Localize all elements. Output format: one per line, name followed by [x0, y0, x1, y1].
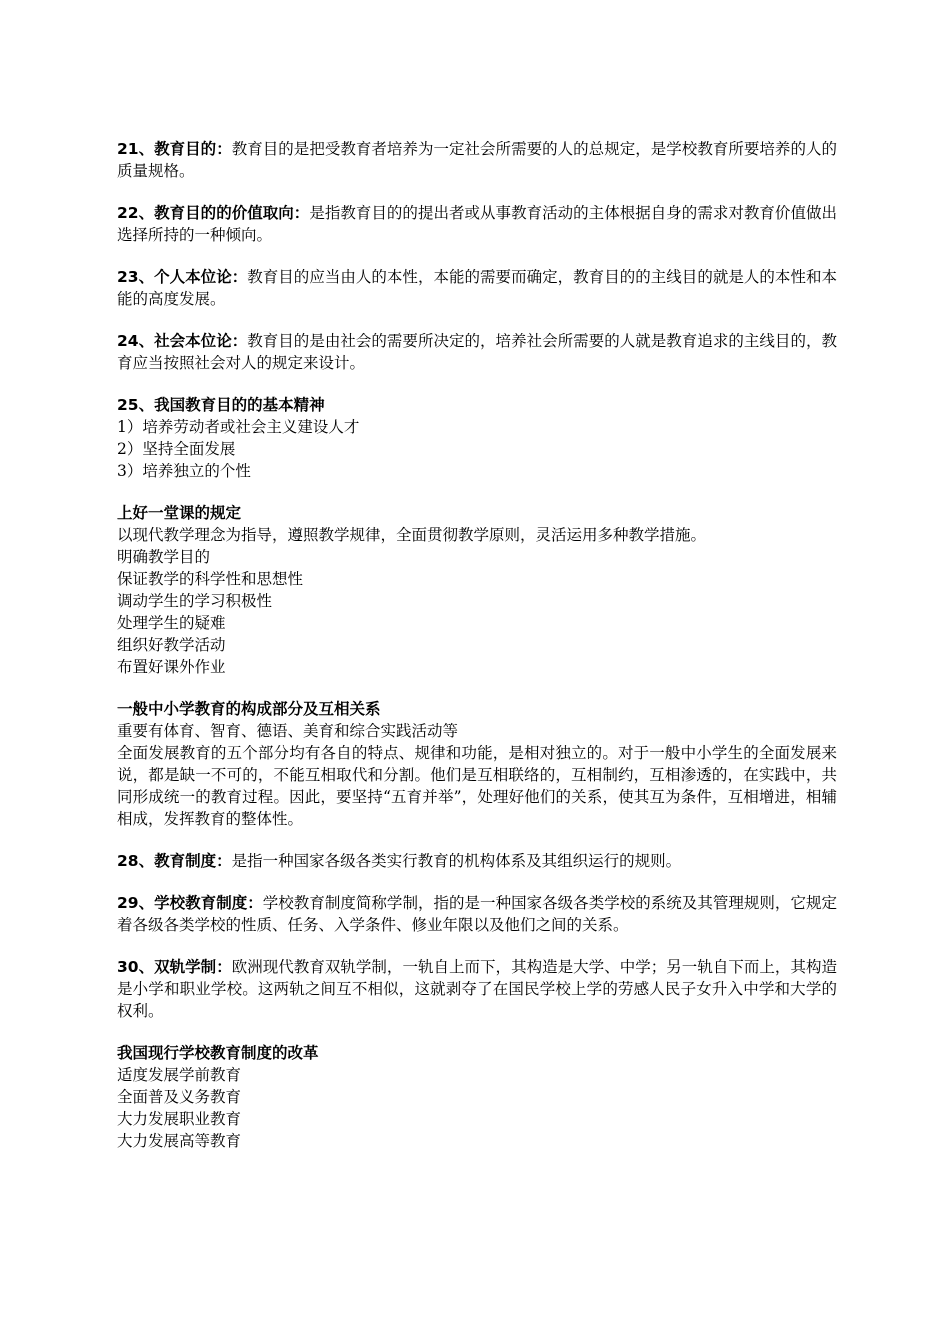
definition-text: 欧洲现代教育双轨学制，一轨自上而下，其构造是大学、中学；另一轨自下而上，其构造是小学和职业学校。这两轨之间互不相似，这就剥夺了在国民学校上学的劳感人民子女升入中学和大学的权利。 — [117, 958, 837, 1020]
list-item: 大力发展高等教育 — [117, 1132, 242, 1150]
definition-text: 教育目的应当由人的本性，本能的需要而确定，教育目的的主线目的就是人的本性和本能的高度发展。 — [117, 268, 837, 308]
definition-text: 学校教育制度简称学制，指的是一种国家各级各类学校的系统及其管理规则，它规定着各级各类学校的性质、任务、入学条件、修业年限以及他们之间的关系。 — [117, 894, 837, 934]
definition-text: 教育目的是由社会的需要所决定的，培养社会所需要的人就是教育追求的主线目的，教育应当按照社会对人的规定来设计。 — [117, 332, 837, 372]
list-item: 以现代教学理念为指导，遵照教学规律，全面贯彻教学原则，灵活运用多种教学措施。 — [117, 526, 707, 544]
list-item: 2）坚持全面发展 — [117, 440, 236, 458]
list-item: 全面普及义务教育 — [117, 1088, 242, 1106]
term-label: 24、社会本位论： — [117, 332, 248, 350]
section-heading: 上好一堂课的规定 — [117, 504, 242, 522]
definition-text: 是指一种国家各级各类实行教育的机构体系及其组织运行的规则。 — [231, 852, 682, 870]
section-education-components — [117, 698, 837, 830]
definition-29 — [117, 892, 837, 936]
definition-text: 教育目的是把受教育者培养为一定社会所需要的人的总规定，是学校教育所要培养的人的质量规格。 — [117, 140, 837, 180]
term-label: 30、双轨学制： — [117, 958, 232, 976]
definition-30 — [117, 956, 837, 1022]
definition-21 — [117, 138, 837, 182]
term-label: 21、教育目的： — [117, 140, 232, 158]
section-school-system-reform — [117, 1042, 837, 1152]
section-heading: 25、我国教育目的的基本精神 — [117, 396, 325, 414]
list-item: 保证教学的科学性和思想性 — [117, 570, 304, 588]
definition-22 — [117, 202, 837, 246]
list-item: 重要有体育、智育、德语、美育和综合实践活动等 — [117, 722, 459, 740]
section-good-lesson — [117, 502, 837, 678]
term-label: 22、教育目的的价值取向： — [117, 204, 310, 222]
section-heading: 我国现行学校教育制度的改革 — [117, 1044, 319, 1062]
list-item: 大力发展职业教育 — [117, 1110, 242, 1128]
document-page — [117, 138, 837, 1172]
section-basic-spirit — [117, 394, 837, 482]
section-heading: 一般中小学教育的构成部分及互相关系 — [117, 700, 381, 718]
list-item: 调动学生的学习积极性 — [117, 592, 273, 610]
list-item: 处理学生的疑难 — [117, 614, 226, 632]
list-item: 明确教学目的 — [117, 548, 211, 566]
section-paragraph: 全面发展教育的五个部分均有各自的特点、规律和功能，是相对独立的。对于一般中小学生的全面发展来说，都是缺一不可的，不能互相取代和分割。他们是互相联络的，互相制约，互相渗透的，在实践中，共同形成统一的教育过程。因此，要坚持“五育并举”，处理好他们的关系，使其互为条件，互相增进，相辅相成，发挥教育的整体性。 — [117, 744, 837, 828]
definition-24 — [117, 330, 837, 374]
list-item: 3）培养独立的个性 — [117, 462, 251, 480]
list-item: 1）培养劳动者或社会主义建设人才 — [117, 418, 360, 436]
definition-28 — [117, 850, 837, 872]
list-item: 组织好教学活动 — [117, 636, 226, 654]
definition-text: 是指教育目的的提出者或从事教育活动的主体根据自身的需求对教育价值做出选择所持的一种倾向。 — [117, 204, 837, 244]
term-label: 29、学校教育制度： — [117, 894, 263, 912]
list-item: 布置好课外作业 — [117, 658, 226, 676]
list-item: 适度发展学前教育 — [117, 1066, 242, 1084]
term-label: 28、教育制度： — [117, 852, 232, 870]
definition-23 — [117, 266, 837, 310]
term-label: 23、个人本位论： — [117, 268, 248, 286]
